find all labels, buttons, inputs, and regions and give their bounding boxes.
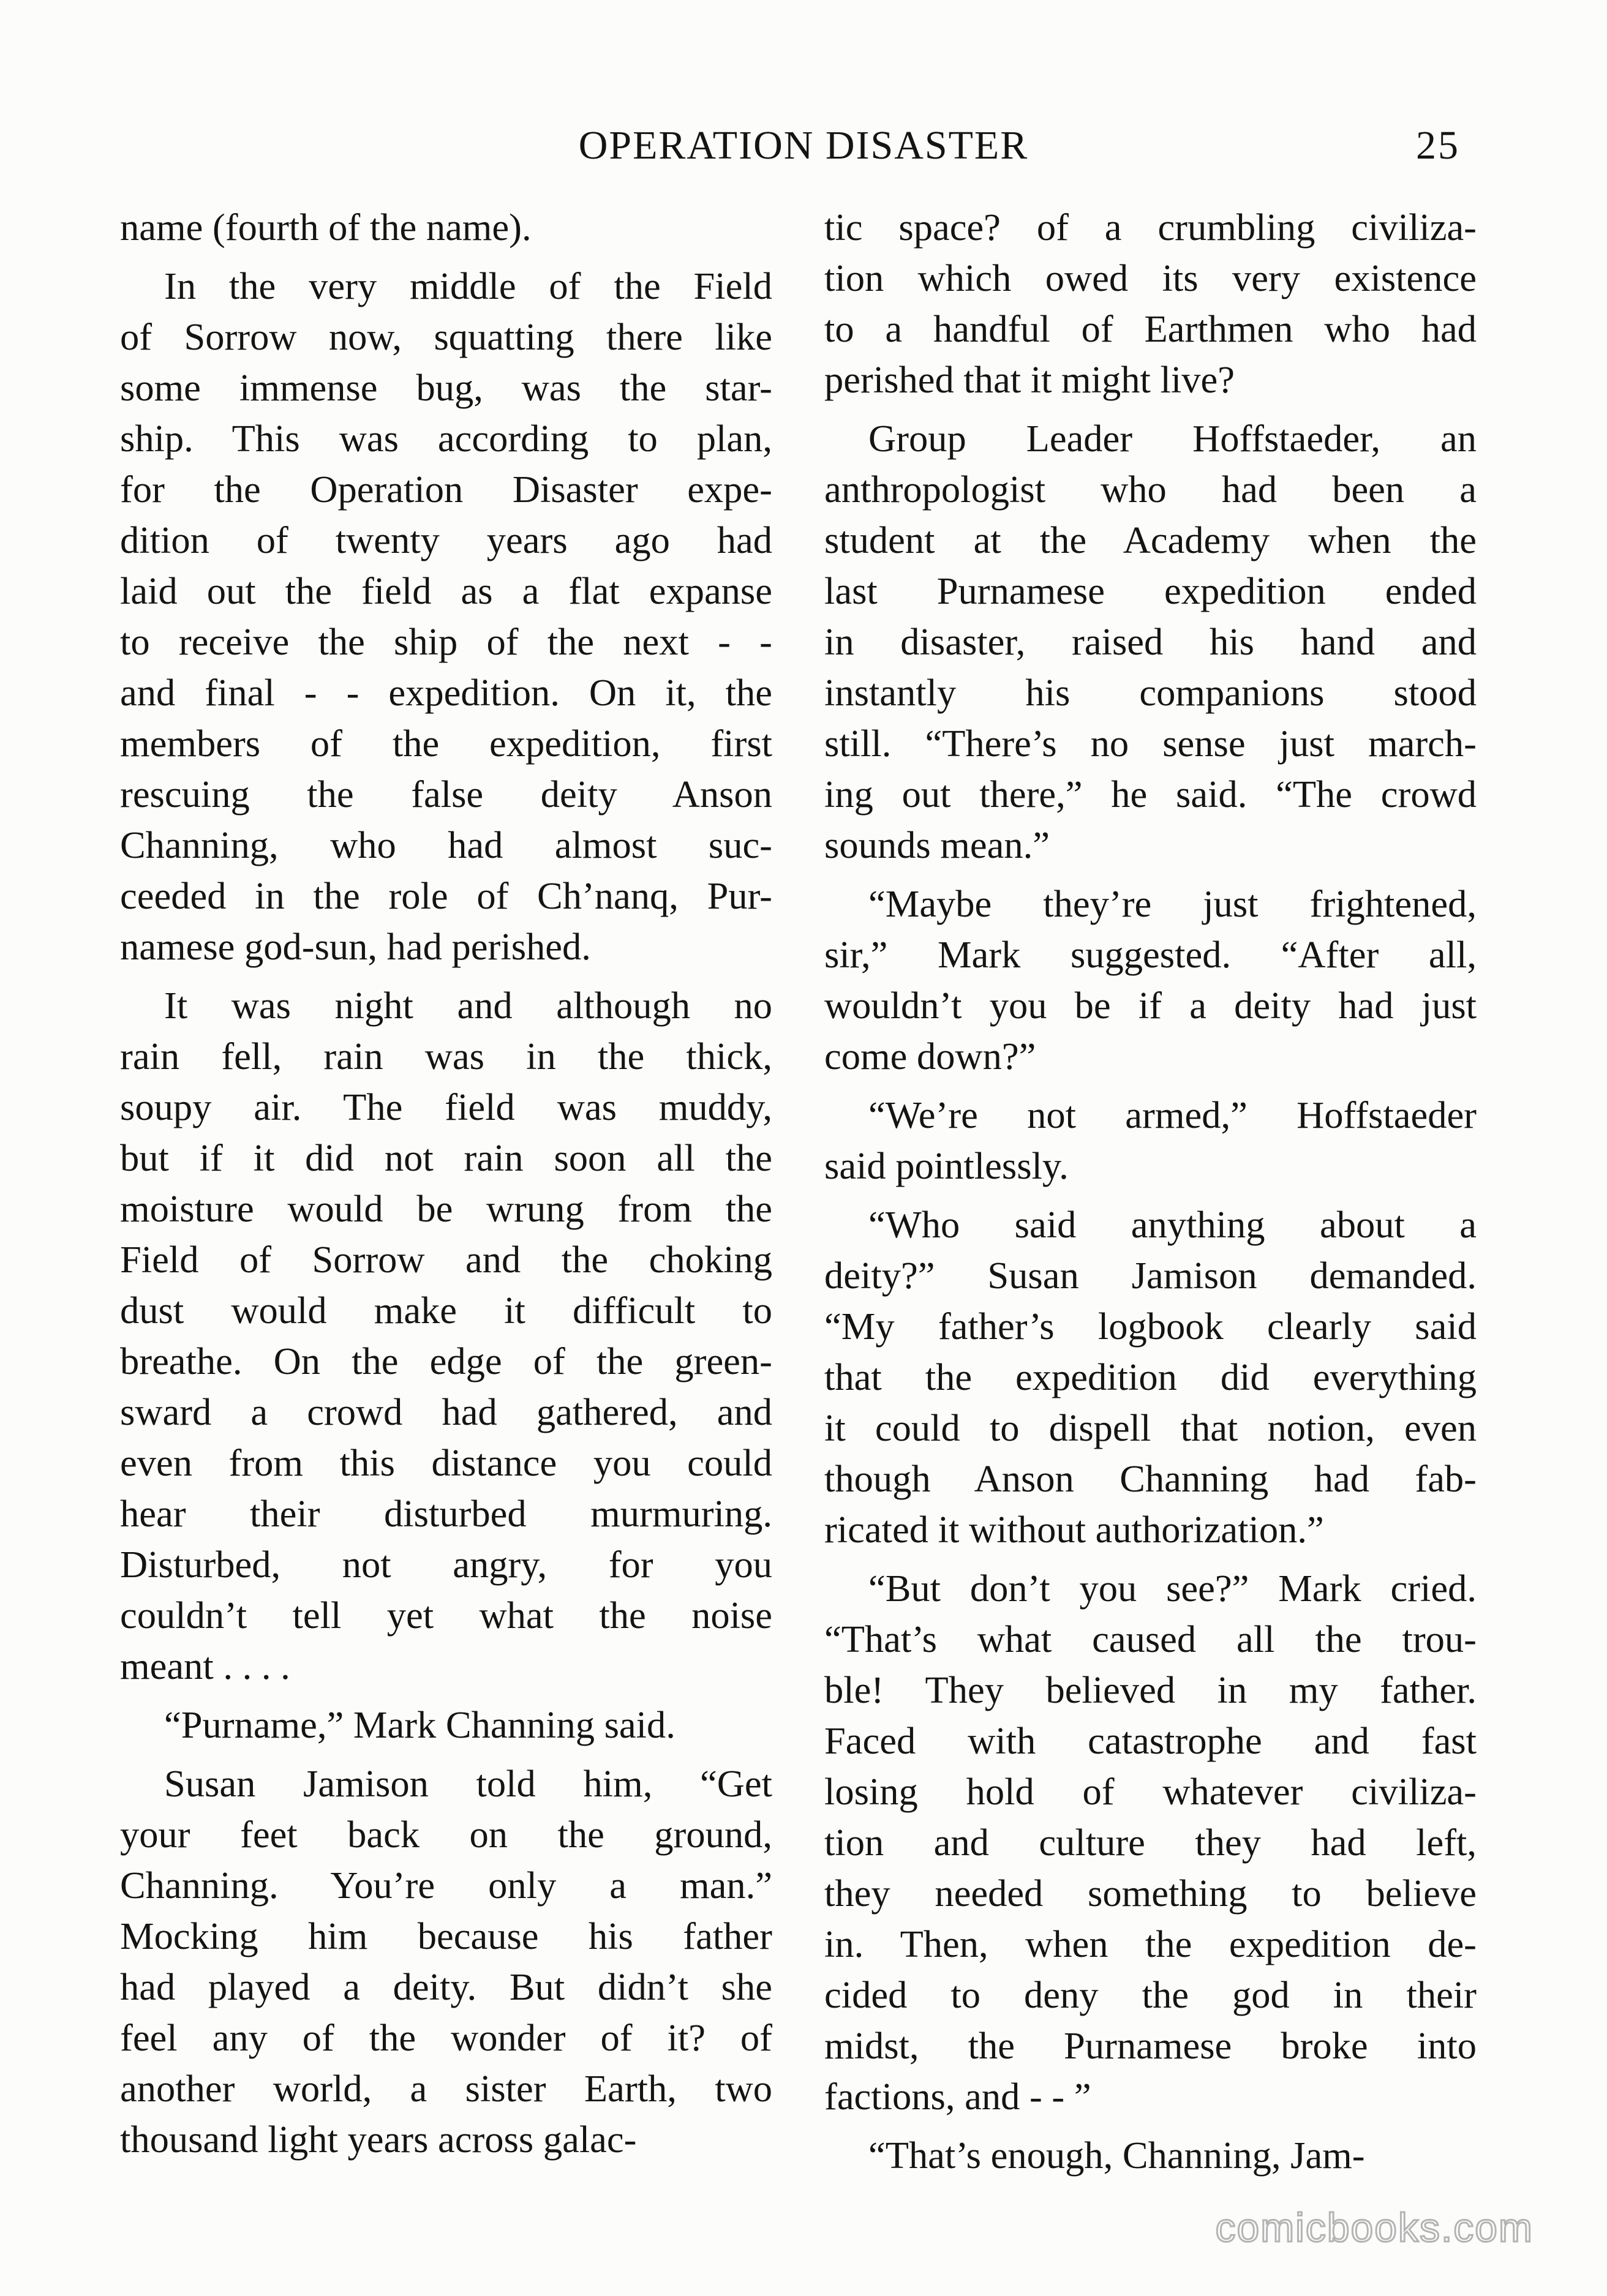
text-line: another world, a sister Earth, two <box>120 2067 772 2110</box>
text-line: Group Leader Hoffstaeder, an <box>868 417 1477 460</box>
text-line: “But don’t you see?” Mark cried. <box>868 1567 1477 1610</box>
text-line: still. “There’s no sense just march- <box>824 722 1477 765</box>
text-line: name (fourth of the name). <box>120 206 532 249</box>
text-line: “That’s what caused all the trou- <box>824 1618 1477 1660</box>
text-line: members of the expedition, first <box>120 722 772 765</box>
text-line: sward a crowd had gathered, and <box>120 1390 772 1433</box>
text-line: meant . . . . <box>120 1645 290 1687</box>
text-column-left <box>120 202 772 2173</box>
text-line: but if it did not rain soon all the <box>120 1136 772 1179</box>
text-line: thousand light years across galac- <box>120 2118 637 2161</box>
text-line: feel any of the wonder of it? of <box>120 2016 772 2059</box>
text-line: perished that it might live? <box>824 358 1235 401</box>
text-line: it could to dispell that notion, even <box>824 1406 1477 1449</box>
text-line: In the very middle of the Field <box>164 264 772 307</box>
text-line: to a handful of Earthmen who had <box>824 307 1477 350</box>
text-line: in disaster, raised his hand and <box>824 620 1477 663</box>
text-line: ricated it without authorization.” <box>824 1508 1324 1551</box>
text-line: rescuing the false deity Anson <box>120 773 772 816</box>
text-line: ble! They believed in my father. <box>824 1668 1477 1711</box>
paragraph <box>120 1758 772 2165</box>
text-line: soupy air. The field was muddy, <box>120 1086 772 1128</box>
paragraph <box>120 1700 772 1750</box>
watermark-logo: comicbooks.com <box>1215 2205 1534 2250</box>
text-line: anthropologist who had been a <box>824 468 1477 511</box>
text-line: dition of twenty years ago had <box>120 519 772 561</box>
text-line: laid out the field as a flat expanse <box>120 569 772 612</box>
text-line: “My father’s logbook clearly said <box>824 1305 1477 1348</box>
text-line: for the Operation Disaster expe- <box>120 468 772 511</box>
text-line: said pointlessly. <box>824 1144 1069 1187</box>
text-line: midst, the Purnamese broke into <box>824 2024 1477 2067</box>
text-line: Susan Jamison told him, “Get <box>164 1762 772 1805</box>
paragraph <box>120 980 772 1692</box>
text-line: sir,” Mark suggested. “After all, <box>824 933 1477 976</box>
text-line: sounds mean.” <box>824 823 1050 866</box>
text-line: factions, and - - ” <box>824 2075 1091 2118</box>
text-line: Disturbed, not angry, for you <box>120 1543 772 1586</box>
text-line: though Anson Channing had fab- <box>824 1457 1477 1500</box>
text-line: It was night and although no <box>164 984 772 1027</box>
text-line: “We’re not armed,” Hoffstaeder <box>868 1094 1477 1136</box>
paragraph <box>120 202 772 253</box>
text-line: your feet back on the ground, <box>120 1813 772 1856</box>
text-line: they needed something to believe <box>824 1872 1477 1915</box>
text-line: losing hold of whatever civiliza- <box>824 1770 1477 1813</box>
text-line: “Maybe they’re just frightened, <box>868 882 1477 925</box>
page-number: 25 <box>1416 123 1460 168</box>
text-line: dust would make it difficult to <box>120 1289 772 1332</box>
text-line: that the expedition did everything <box>824 1356 1477 1398</box>
text-line: ceeded in the role of Ch’nanq, Pur- <box>120 874 772 917</box>
text-line: tion which owed its very existence <box>824 257 1477 299</box>
paragraph <box>120 261 772 972</box>
text-line: tic space? of a crumbling civiliza- <box>824 206 1477 249</box>
text-line: ing out there,” he said. “The crowd <box>824 773 1477 816</box>
text-line: Faced with catastrophe and fast <box>824 1719 1477 1762</box>
running-head <box>0 122 1607 178</box>
text-line: some immense bug, was the star- <box>120 366 772 409</box>
text-line: of Sorrow now, squatting there like <box>120 315 772 358</box>
paragraph <box>824 1090 1477 1191</box>
text-line: namese god-sun, had perished. <box>120 925 591 968</box>
text-line: rain fell, rain was in the thick, <box>120 1035 772 1078</box>
text-line: “That’s enough, Channing, Jam- <box>868 2134 1365 2177</box>
text-line: deity?” Susan Jamison demanded. <box>824 1254 1477 1297</box>
text-line: even from this distance you could <box>120 1441 772 1484</box>
paragraph <box>824 2130 1477 2181</box>
text-line: come down?” <box>824 1035 1036 1078</box>
paragraph <box>824 1199 1477 1555</box>
text-line: wouldn’t you be if a deity had just <box>824 984 1477 1027</box>
paragraph <box>824 413 1477 871</box>
text-line: cided to deny the god in their <box>824 1973 1477 2016</box>
paragraph <box>824 202 1477 405</box>
text-line: moisture would be wrung from the <box>120 1187 772 1230</box>
page-title: OPERATION DISASTER <box>578 123 1029 168</box>
paragraph <box>824 879 1477 1082</box>
text-line: tion and culture they had left, <box>824 1821 1477 1864</box>
text-line: Channing, who had almost suc- <box>120 823 772 866</box>
text-line: Field of Sorrow and the choking <box>120 1238 772 1281</box>
text-line: breathe. On the edge of the green- <box>120 1340 772 1382</box>
paragraph <box>824 1563 1477 2122</box>
text-line: “Who said anything about a <box>868 1203 1477 1246</box>
text-line: couldn’t tell yet what the noise <box>120 1594 772 1637</box>
text-line: and final - - expedition. On it, the <box>120 671 772 714</box>
text-line: Mocking him because his father <box>120 1915 772 1957</box>
text-line: student at the Academy when the <box>824 519 1477 561</box>
text-line: “Purname,” Mark Channing said. <box>164 1703 676 1746</box>
text-line: in. Then, when the expedition de- <box>824 1923 1477 1965</box>
text-line: instantly his companions stood <box>824 671 1477 714</box>
text-line: Channing. You’re only a man.” <box>120 1864 772 1907</box>
text-line: last Purnamese expedition ended <box>824 569 1477 612</box>
text-line: to receive the ship of the next - - <box>120 620 772 663</box>
text-line: hear their disturbed murmuring. <box>120 1492 772 1535</box>
text-line: had played a deity. But didn’t she <box>120 1965 772 2008</box>
text-column-right <box>824 202 1477 2189</box>
text-line: ship. This was according to plan, <box>120 417 772 460</box>
